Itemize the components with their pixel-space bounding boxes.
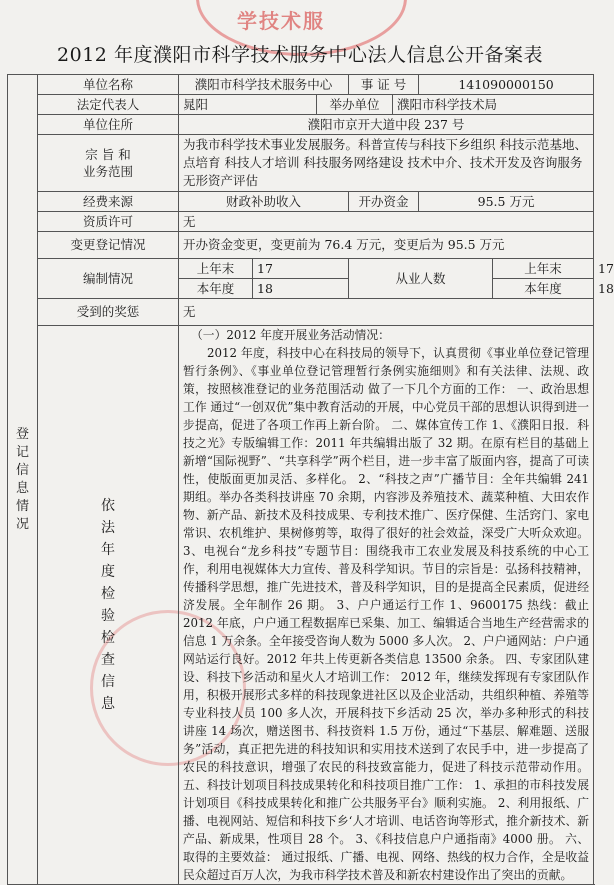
label-staffing: 编制情况 — [38, 259, 179, 299]
label-unit-name: 单位名称 — [38, 75, 179, 95]
value-change: 开办资金变更，变更前为 76.4 万元，变更后为 95.5 万元 — [179, 232, 594, 259]
record-form — [7, 74, 614, 885]
label-employees: 从业人数 — [349, 259, 493, 299]
label-staff-curr: 本年度 — [179, 279, 253, 299]
value-address: 濮阳市京开大道中段 237 号 — [179, 115, 594, 135]
label-change: 变更登记情况 — [38, 232, 179, 259]
row-awards — [8, 299, 594, 326]
value-funding: 财政补助收入 — [179, 192, 349, 212]
label-emp-prev: 上年末 — [493, 259, 594, 279]
label-address: 单位住所 — [38, 115, 179, 135]
label-emp-curr: 本年度 — [493, 279, 594, 299]
value-staff-prev: 17 — [253, 259, 349, 279]
row-license — [8, 212, 594, 232]
row-staffing-prev: 编制情况 上年末 17 从业人数 上年末 17 — [8, 259, 594, 279]
side-label-registration: 登记信息情况 — [8, 75, 38, 885]
side-label-inspection: 依法年度检验检查信息 — [38, 326, 179, 885]
label-legal-rep: 法定代表人 — [38, 95, 179, 115]
value-unit-name: 濮阳市科学技术服务中心 — [179, 75, 349, 95]
row-purpose — [8, 135, 594, 192]
row-report — [8, 326, 594, 885]
value-staff-curr: 18 — [253, 279, 349, 299]
label-staff-prev: 上年末 — [179, 259, 253, 279]
annual-report — [179, 326, 594, 885]
row-legal-rep — [8, 95, 594, 115]
value-legal-rep: 晁阳 — [179, 95, 317, 115]
row-address — [8, 115, 594, 135]
label-purpose-line-2: 业务范围 — [82, 164, 133, 179]
label-purpose — [38, 135, 179, 192]
report-body: 2012 年度，科技中心在科技局的领导下，认真贯彻《事业单位登记管理暂行条例》、《事业单位登记管理暂行条例实施细则》和有关法律、法规、政策，按照核准登记的业务范围活动 做了一下几个方面的工作： 一、政治思想工作 通过“一创双优”集中教育活动的开展，中心党员干部的思想认识得到进一步提高，促进了各项工作再上新台阶。 二、媒体宣传工作 1、《濮阳日报．科技之光》专版编辑工作：2011 年共编辑出版了 32 期。在原有栏目的基础上新增“国际视野”、“共享科学”两个栏目，进一步丰富了版面内容，提高了可读性，使版面更加灵活、多样化。 2、“科技之声”广播节目：全年共编辑 241 期组。举办各类科技讲座 70 余期，内容涉及养殖技术、蔬菜种植、大田农作物、新产品、新技术及科技成果、专利技术推广、医疗保健、生活窍门、家电常识、农机维护、果树修剪等，取得了很好的社会效益，深受广大听众欢迎。 3、电视台“龙乡科技”专题节目：围绕我市工农业发展及科技系统的中心工作，利用电视媒体大力宣传、普及科学知识。节目的宗旨是：弘扬科技精神，传播科学思想，推广先进技术，普及科学知识，目的是提高全民素质，促进经济发展。全年制作 26 期。 3、户户通运行工作 1、9600175 热线：截止 2012 年底，户户通工程数据库已采集、加工、编辑适合当地生产经营需求的信息 1 万余条。全年接受咨询人数为 5000 多人次。 2、户户通网站：户户通网站运行良好。2012 年共上传更新各类信息 13500 余条。 四、专家团队建设、科技下乡活动和星火人才培训工作： 2012 年，继续发挥现有专家团队作用，积极开展形式多样的科技现象进社区以及企业活动，共组织种植、养殖等专业科技人员 100 多人次，开展科技下乡活动 25 次，举办多种形式的科技讲座 14 场次，赠送图书、科技资料 1.5 万份，通过“下基层、解难题、送服务”活动，真正把先进的科技知识和实用技术送到了农民手中，进一步提高了农民的科技意识，增强了农民的科技致富能力，促进了科技示范带动作用。 五、科技计划项目科技成果转化和科技项目推广工作： 1、承担的市科技发展计划项目《科技成果转化和推广公共服务平台》顺利实施。 2、利用报纸、广播、电视网站、短信和科技下乡‘人才培训、电话咨询等形式，推介新技术、新产品、新成果，性项目 28 个。 3、《科技信息户户通指南》4000 册。 六、取得的主要效益： 通过报纸、广播、电视、网络、热线的权力合作，全是收益民众超过百万人次，为我市科学技术普及和新农村建设作出了突出的贡献。 — [183, 346, 590, 882]
label-cert-no: 事 证 号 — [349, 75, 419, 95]
value-license: 无 — [179, 212, 594, 232]
value-awards: 无 — [179, 299, 594, 326]
label-capital: 开办资金 — [349, 192, 419, 212]
label-awards: 受到的奖惩 — [38, 299, 179, 326]
label-funding: 经费来源 — [38, 192, 179, 212]
label-license: 资质许可 — [38, 212, 179, 232]
value-purpose: 为我市科学技术事业发展服务。科普宣传与科技下乡组织 科技示范基地、点培育 科技人才培训 科技服务网络建设 技术中介、技术开发及咨询服务 无形资产评估 — [179, 135, 594, 192]
row-unit-name — [8, 75, 594, 95]
value-cert-no: 141090000150 — [419, 75, 594, 95]
label-purpose-line-1: 宗 旨 和 — [85, 147, 131, 162]
row-funding — [8, 192, 594, 212]
record-table — [7, 74, 614, 885]
label-sponsor: 举办单位 — [317, 95, 393, 115]
value-sponsor: 濮阳市科学技术局 — [393, 95, 594, 115]
page-title: 2012 年度濮阳市科学技术服务中心法人信息公开备案表 — [57, 44, 543, 66]
seal-text: 学技术服 — [237, 9, 325, 33]
value-capital: 95.5 万元 — [419, 192, 594, 212]
row-change — [8, 232, 594, 259]
row-staffing-curr: 本年度 18 本年度 18 — [8, 279, 594, 299]
report-heading: （一）2012 年度开展业务活动情况： — [191, 328, 390, 342]
